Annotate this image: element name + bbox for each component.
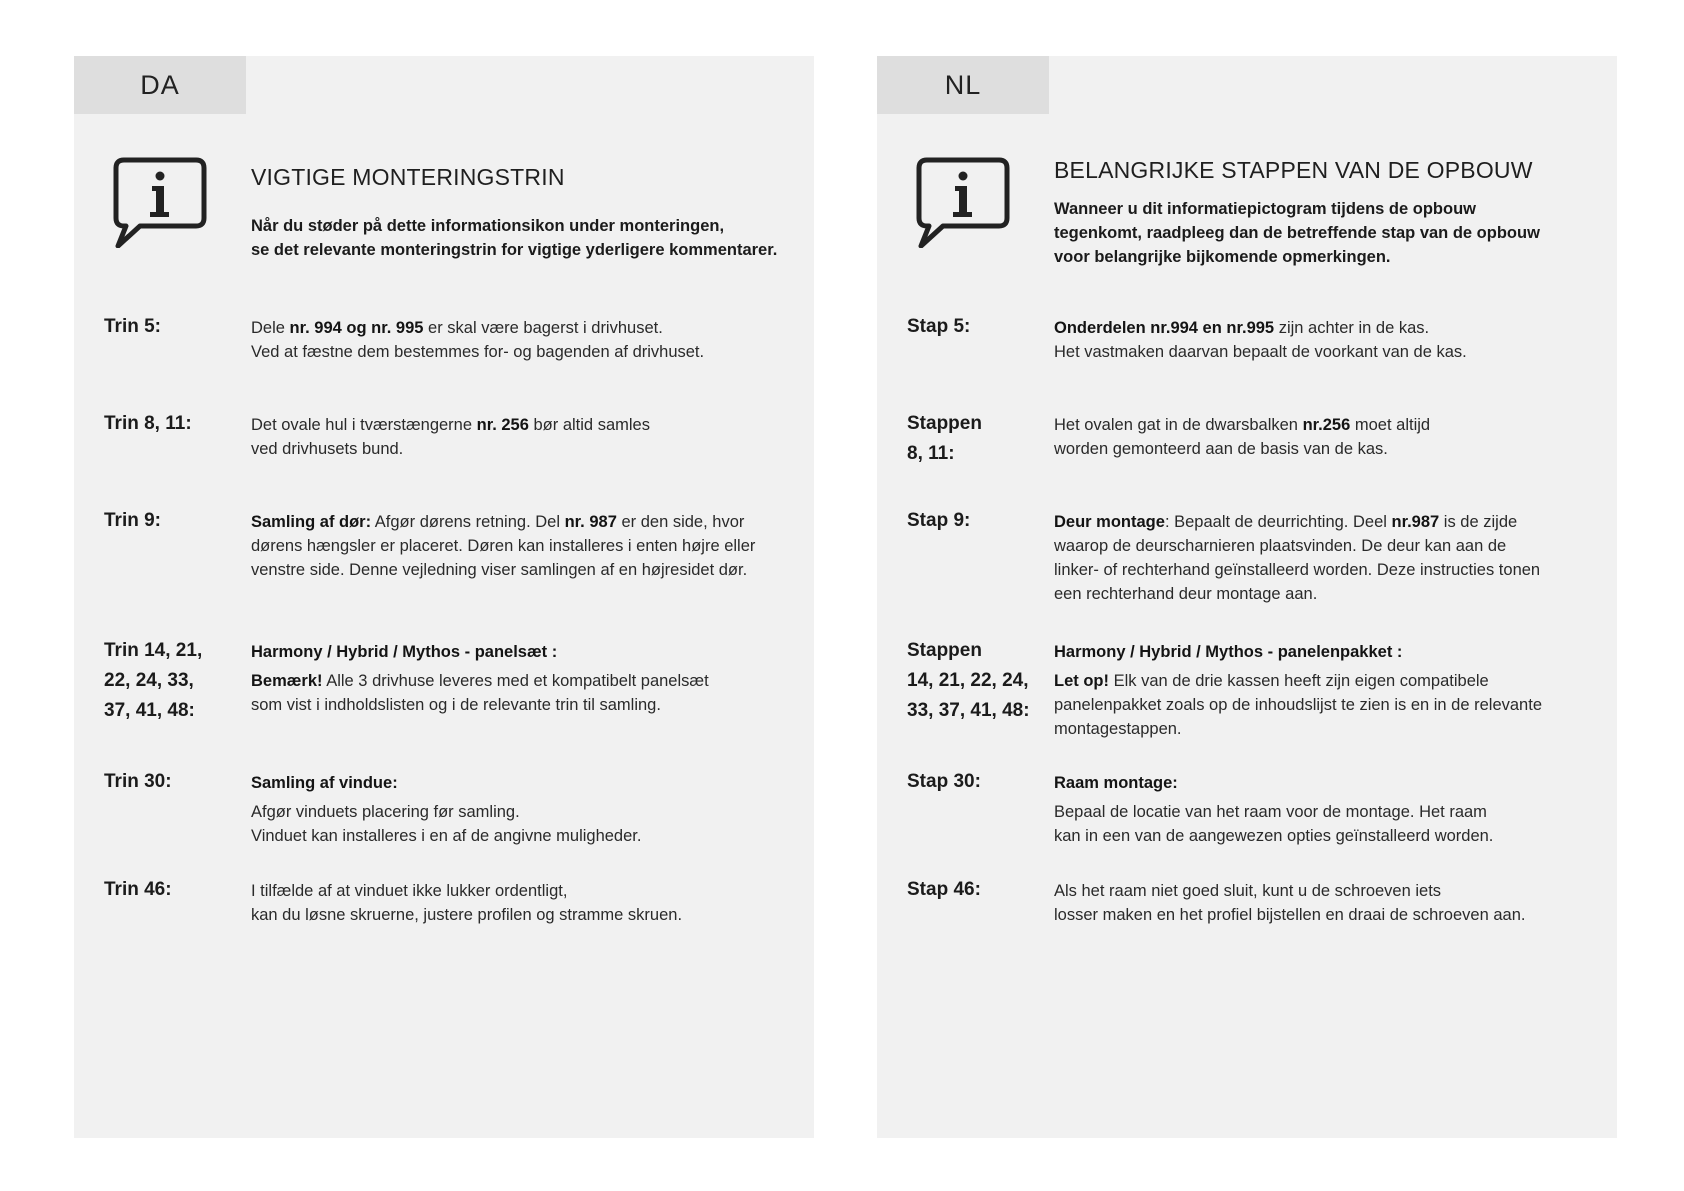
step-label: Stappen 8, 11:	[907, 413, 982, 464]
panel-dutch	[877, 56, 1617, 1138]
step-label: Trin 5:	[104, 316, 162, 337]
language-tab-nl: NL	[877, 56, 1049, 114]
language-tab-da: DA	[74, 56, 246, 114]
section-heading: VIGTIGE MONTERINGSTRIN	[251, 164, 565, 190]
section-heading: BELANGRIJKE STAPPEN VAN DE OPBOUW	[1054, 157, 1533, 183]
step-body: Samling af dør: Afgør dørens retning. Del nr. 987 er den side, hvor dørens hængsler er placeret. Døren kan installeres i enten højre eller venstre side. Denne vejledning viser samlingen af en højresidet dør.	[251, 513, 756, 579]
step-label: Trin 8, 11:	[104, 413, 192, 434]
step-label: Trin 14, 21, 22, 24, 33, 37, 41, 48:	[104, 640, 203, 721]
info-speech-bubble-icon	[112, 156, 208, 248]
step-body: Het ovalen gat in de dwarsbalken nr.256 moet altijd worden gemonteerd aan de basis van de kas.	[1054, 416, 1431, 458]
step-body: Samling af vindue: Afgør vinduets placering før samling. Vinduet kan installeres i en af de angivne muligheder.	[251, 774, 642, 845]
intro-line: Wanneer u dit informatiepictogram tijdens de opbouw	[1054, 200, 1476, 218]
intro-line: Når du støder på dette informationsikon under monteringen,	[251, 217, 725, 235]
step-label: Stap 46:	[907, 879, 981, 900]
step-label: Stappen 14, 21, 22, 24, 33, 37, 41, 48:	[907, 640, 1030, 721]
step-label: Stap 5:	[907, 316, 971, 337]
intro-line: voor belangrijke bijkomende opmerkingen.	[1054, 248, 1391, 266]
step-body: Dele nr. 994 og nr. 995 er skal være bagerst i drivhuset. Ved at fæstne dem bestemmes for- og bagenden af drivhuset.	[251, 319, 705, 361]
info-speech-bubble-icon	[915, 156, 1011, 248]
step-body: Harmony / Hybrid / Mythos - panelsæt : Bemærk! Alle 3 drivhuse leveres med et kompatibelt panelsæt som vist i indholdslisten og i de relevante trin til samling.	[251, 643, 709, 714]
step-body: Deur montage: Bepaalt de deurrichting. Deel nr.987 is de zijde waarop de deurscharnieren plaatsvinden. De deur kan aan de linker- of rechterhand geïnstalleerd worden. Deze instructies tonen een rechterhand deur montage aan.	[1054, 513, 1541, 603]
step-label: Trin 46:	[104, 879, 172, 900]
step-label: Trin 30:	[104, 771, 172, 792]
intro-line: se det relevante monteringstrin for vigtige yderligere kommentarer.	[251, 241, 778, 259]
step-body: Onderdelen nr.994 en nr.995 zijn achter in de kas. Het vastmaken daarvan bepaalt de voorkant van de kas.	[1054, 319, 1467, 361]
panel-danish	[74, 56, 814, 1138]
step-label: Stap 30:	[907, 771, 981, 792]
step-body: Det ovale hul i tværstængerne nr. 256 bør altid samles ved drivhusets bund.	[251, 416, 650, 458]
intro-text	[251, 214, 811, 262]
step-body: I tilfælde af at vinduet ikke lukker ordentligt, kan du løsne skruerne, justere profilen og stramme skruen.	[251, 882, 683, 924]
step-body: Harmony / Hybrid / Mythos - panelenpakket : Let op! Elk van de drie kassen heeft zijn eigen compatibele panelenpakket zoals op de inhoudslijst te zien is en in de relevante montagestappen.	[1054, 643, 1542, 738]
step-body: Als het raam niet goed sluit, kunt u de schroeven iets losser maken en het profiel bijstellen en draai de schroeven aan.	[1054, 882, 1526, 924]
intro-text	[1054, 197, 1614, 269]
step-body: Raam montage: Bepaal de locatie van het raam voor de montage. Het raam kan in een van de aangewezen opties geïnstalleerd worden.	[1054, 774, 1494, 845]
step-label: Trin 9:	[104, 510, 162, 531]
step-label: Stap 9:	[907, 510, 971, 531]
intro-line: tegenkomt, raadpleeg dan de betreffende stap van de opbouw	[1054, 224, 1540, 242]
